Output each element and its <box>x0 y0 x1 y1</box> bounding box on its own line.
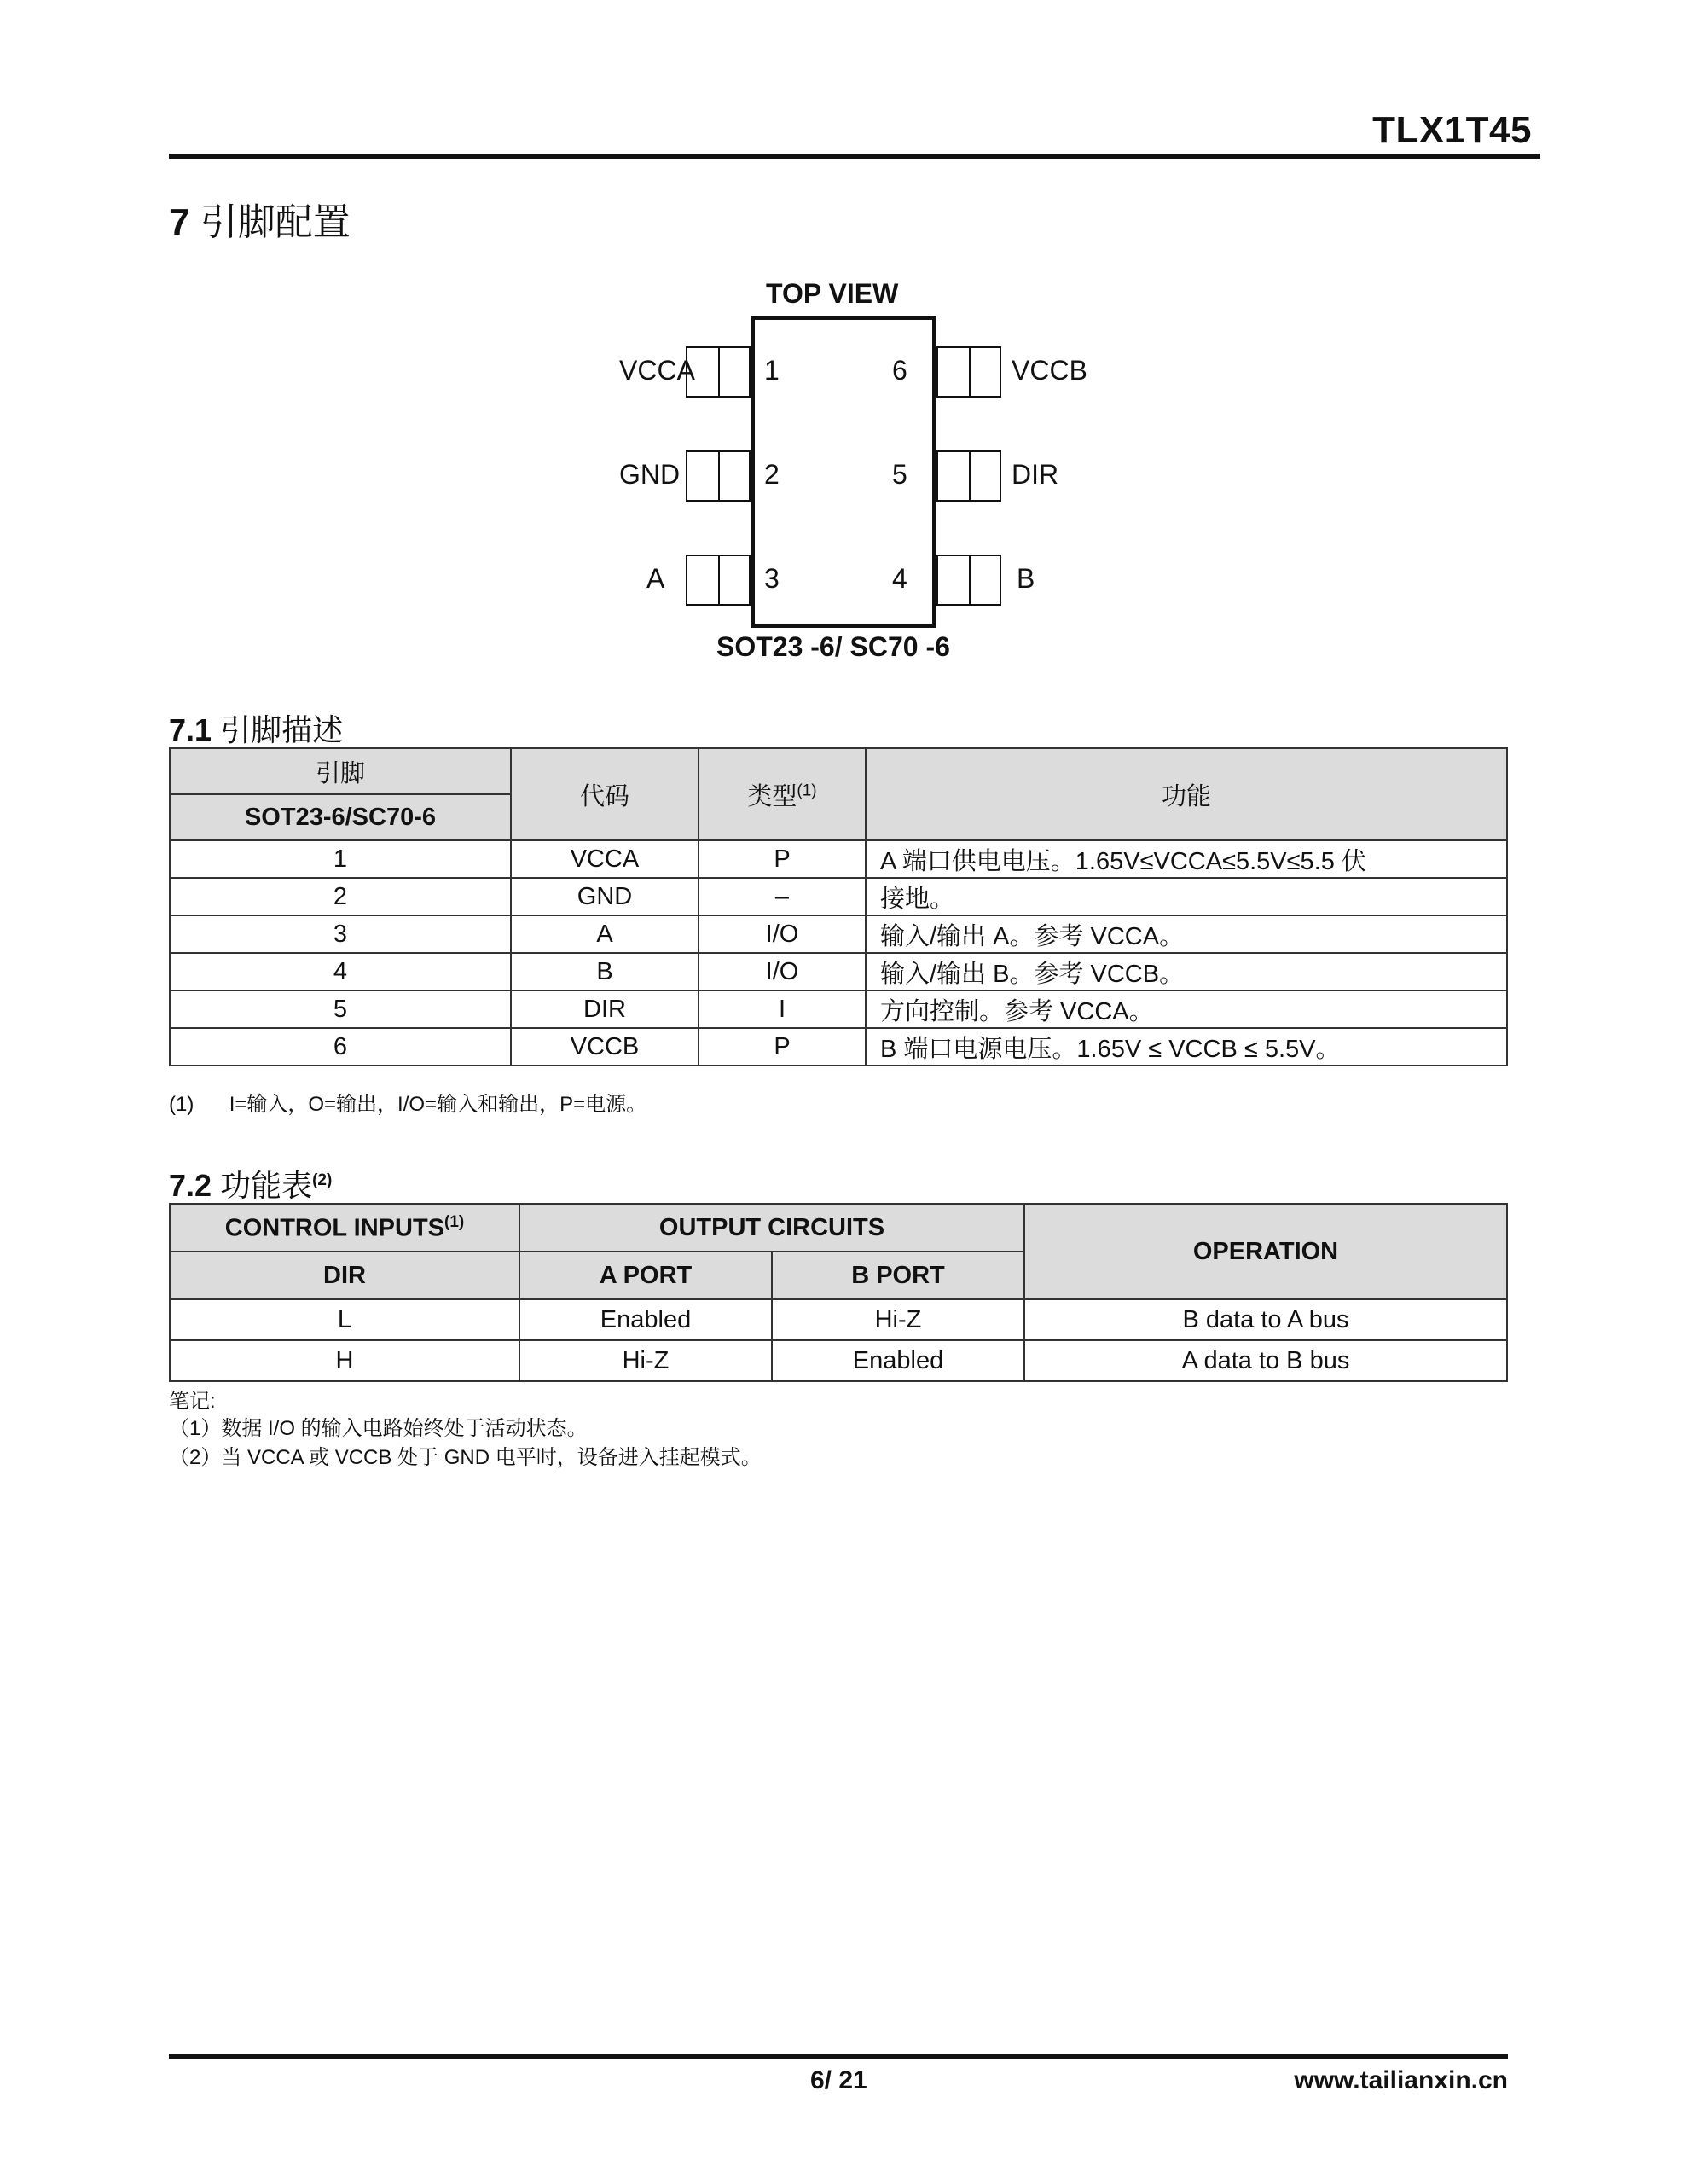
section-7-heading <box>169 191 351 246</box>
cell-code: B <box>511 953 699 990</box>
cell-pin: 1 <box>170 840 511 878</box>
package-label: SOT23 -6/ SC70 -6 <box>716 631 950 662</box>
table-row <box>170 840 1507 878</box>
pin-pad-5 <box>936 450 1001 502</box>
pin-pad-6 <box>936 346 1001 398</box>
header-function: 功能 <box>866 748 1507 840</box>
pin-pad-1 <box>686 346 751 398</box>
cell-code: A <box>511 915 699 953</box>
header-package: SOT23-6/SC70-6 <box>170 794 511 840</box>
table-footnote <box>169 1087 646 1117</box>
document-code: TLX1T45 <box>1372 109 1532 151</box>
pin-diagram <box>597 273 1109 674</box>
table-row <box>170 878 1507 915</box>
header-output-circuits: OUTPUT CIRCUITS <box>519 1204 1024 1252</box>
cell-function: A 端口供电电压。1.65V≤VCCA≤5.5V≤5.5 伏 <box>866 840 1507 878</box>
cell-function: 方向控制。参考 VCCA。 <box>866 990 1507 1028</box>
pin-description-table <box>169 747 1508 1066</box>
table-row <box>170 1028 1507 1066</box>
cell-type: I <box>699 990 866 1028</box>
header-control-footnote: (1) <box>444 1212 465 1231</box>
cell-type: P <box>699 840 866 878</box>
table-row <box>170 1299 1507 1340</box>
top-view-label: TOP VIEW <box>766 278 899 309</box>
cell-b-port: Hi-Z <box>772 1299 1024 1340</box>
cell-b-port: Enabled <box>772 1340 1024 1381</box>
pin-name-gnd: GND <box>619 459 681 490</box>
page-number: 6/ 21 <box>810 2066 867 2094</box>
header-control-inputs <box>170 1204 519 1252</box>
pin-number-3: 3 <box>764 563 780 594</box>
footnote-text: I=输入，O=输出，I/O=输入和输出，P=电源。 <box>229 1093 647 1116</box>
cell-dir: L <box>170 1299 519 1340</box>
cell-pin: 4 <box>170 953 511 990</box>
table-row <box>170 990 1507 1028</box>
note-2: （2）当 VCCA 或 VCCB 处于 GND 电平时，设备进入挂起模式。 <box>169 1446 762 1469</box>
section-7-title: 引脚配置 <box>200 201 351 243</box>
table-row <box>170 1340 1507 1381</box>
pin-number-1: 1 <box>764 355 780 386</box>
pin-number-6: 6 <box>892 355 907 386</box>
header-b-port: B PORT <box>772 1252 1024 1299</box>
cell-code: DIR <box>511 990 699 1028</box>
notes-label: 笔记: <box>169 1390 216 1413</box>
section-7-2-heading <box>169 1162 332 1205</box>
cell-type: I/O <box>699 953 866 990</box>
function-table <box>169 1203 1508 1382</box>
cell-pin: 3 <box>170 915 511 953</box>
cell-function: 输入/输出 B。参考 VCCB。 <box>866 953 1507 990</box>
pin-name-a: A <box>646 563 665 594</box>
cell-code: GND <box>511 878 699 915</box>
header-pin: 引脚 <box>170 748 511 794</box>
cell-code: VCCA <box>511 840 699 878</box>
table-row <box>170 953 1507 990</box>
header-code: 代码 <box>511 748 699 840</box>
pin-pad-3 <box>686 555 751 606</box>
cell-operation: B data to A bus <box>1024 1299 1507 1340</box>
cell-a-port: Enabled <box>519 1299 772 1340</box>
table-header-row <box>170 748 1507 794</box>
section-7-1-heading <box>169 706 343 750</box>
cell-function: 输入/输出 A。参考 VCCA。 <box>866 915 1507 953</box>
cell-dir: H <box>170 1340 519 1381</box>
pin-number-4: 4 <box>892 563 907 594</box>
cell-function: B 端口电源电压。1.65V ≤ VCCB ≤ 5.5V。 <box>866 1028 1507 1066</box>
header-dir: DIR <box>170 1252 519 1299</box>
section-7-2-number: 7.2 <box>169 1168 212 1203</box>
header-operation: OPERATION <box>1024 1204 1507 1299</box>
cell-pin: 5 <box>170 990 511 1028</box>
pin-name-vcca: VCCA <box>619 355 695 386</box>
section-7-2-footnote: (2) <box>312 1171 333 1189</box>
pin-pad-4 <box>936 555 1001 606</box>
footer-rule <box>169 2054 1508 2059</box>
pin-name-b: B <box>1017 563 1035 594</box>
pin-number-5: 5 <box>892 459 907 490</box>
cell-type: – <box>699 878 866 915</box>
pin-pad-2 <box>686 450 751 502</box>
header-type-label: 类型 <box>747 782 797 810</box>
header-control-label: CONTROL INPUTS <box>224 1214 444 1242</box>
website-link[interactable]: www.tailianxin.cn <box>1294 2066 1508 2094</box>
footnote-number: (1) <box>169 1093 194 1116</box>
pin-name-dir: DIR <box>1012 459 1059 490</box>
pin-number-2: 2 <box>764 459 780 490</box>
cell-pin: 6 <box>170 1028 511 1066</box>
cell-type: P <box>699 1028 866 1066</box>
cell-operation: A data to B bus <box>1024 1340 1507 1381</box>
section-7-1-title: 引脚描述 <box>220 712 344 747</box>
table-row <box>170 915 1507 953</box>
note-1: （1）数据 I/O 的输入电路始终处于活动状态。 <box>169 1417 588 1440</box>
header-type <box>699 748 866 840</box>
pin-name-vccb: VCCB <box>1012 355 1087 386</box>
section-7-number: 7 <box>169 201 190 243</box>
cell-a-port: Hi-Z <box>519 1340 772 1381</box>
cell-function: 接地。 <box>866 878 1507 915</box>
header-type-footnote: (1) <box>797 781 817 799</box>
cell-type: I/O <box>699 915 866 953</box>
header-a-port: A PORT <box>519 1252 772 1299</box>
header-rule <box>169 154 1540 159</box>
cell-pin: 2 <box>170 878 511 915</box>
table-header-row <box>170 1204 1507 1252</box>
cell-code: VCCB <box>511 1028 699 1066</box>
section-7-2-title: 功能表 <box>220 1168 313 1203</box>
section-7-1-number: 7.1 <box>169 712 212 747</box>
